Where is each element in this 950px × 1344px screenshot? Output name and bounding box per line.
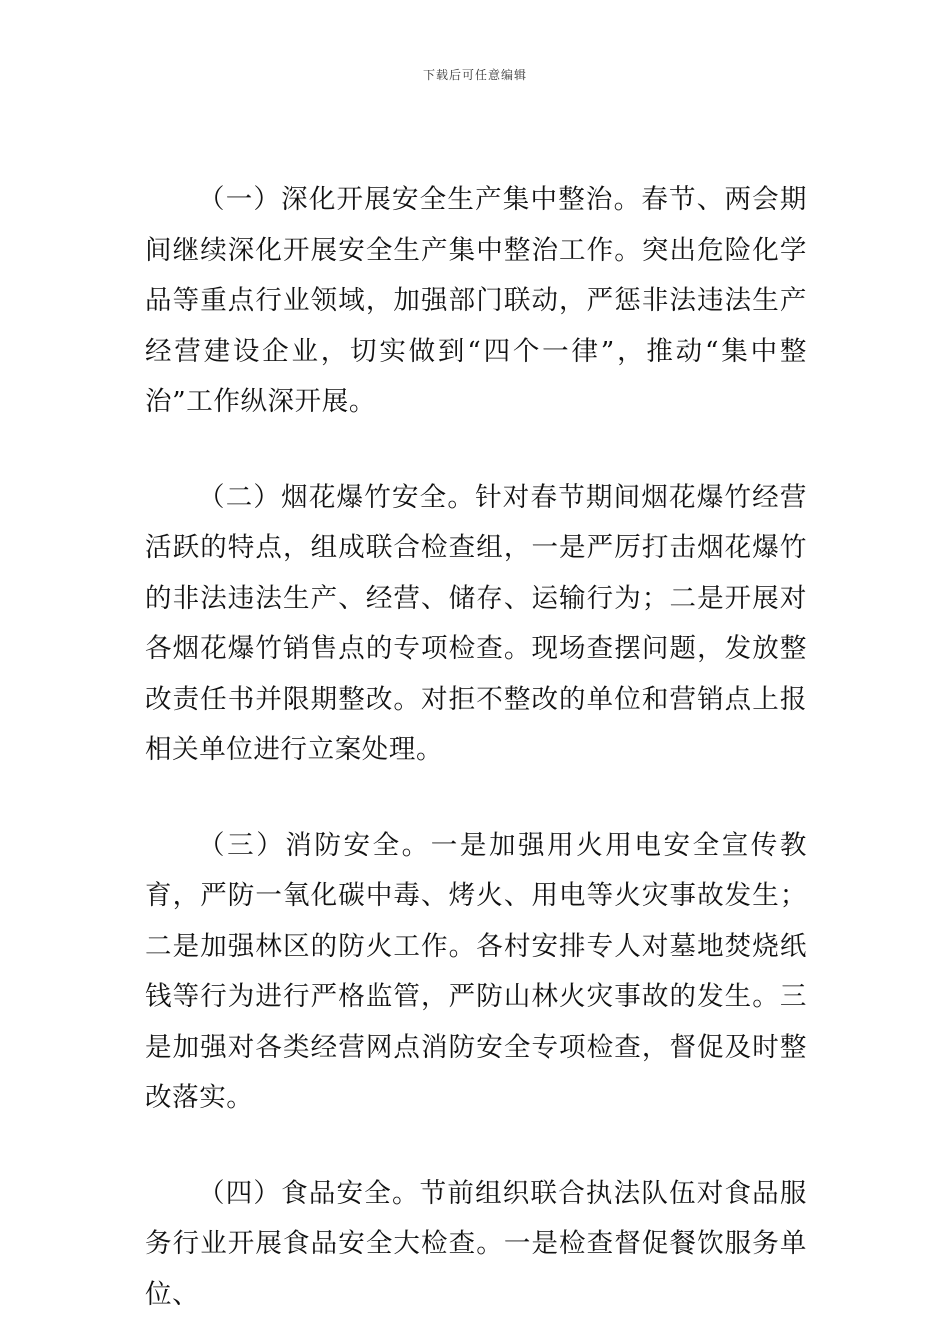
paragraph-3: （三）消防安全。一是加强用火用电安全宣传教育，严防一氧化碳中毒、烤火、用电等火灾事故发生；二是加强林区的防火工作。各村安排专人对墓地焚烧纸钱等行为进行严格监管，严防山林火灾事故的发生。三是加强对各类经营网点消防安全专项检查，督促及时整改落实。 bbox=[145, 829, 807, 1113]
page-header: 下载后可任意编辑 bbox=[422, 68, 527, 82]
paragraph-4: （四）食品安全。节前组织联合执法队伍对食品服务行业开展食品安全大检查。一是检查督促餐饮服务单位、 bbox=[145, 1177, 807, 1310]
paragraph-1: （一）深化开展安全生产集中整治。春节、两会期间继续深化开展安全生产集中整治工作。突出危险化学品等重点行业领域，加强部门联动，严惩非法违法生产经营建设企业，切实做到“四个一律”，推动“集中整治”工作纵深开展。 bbox=[145, 184, 807, 417]
document-body bbox=[145, 175, 807, 1320]
paragraph-2: （二）烟花爆竹安全。针对春节期间烟花爆竹经营活跃的特点，组成联合检查组，一是严厉打击烟花爆竹的非法违法生产、经营、储存、运输行为；二是开展对各烟花爆竹销售点的专项检查。现场查摆问题，发放整改责任书并限期整改。对拒不整改的单位和营销点上报相关单位进行立案处理。 bbox=[145, 481, 807, 765]
